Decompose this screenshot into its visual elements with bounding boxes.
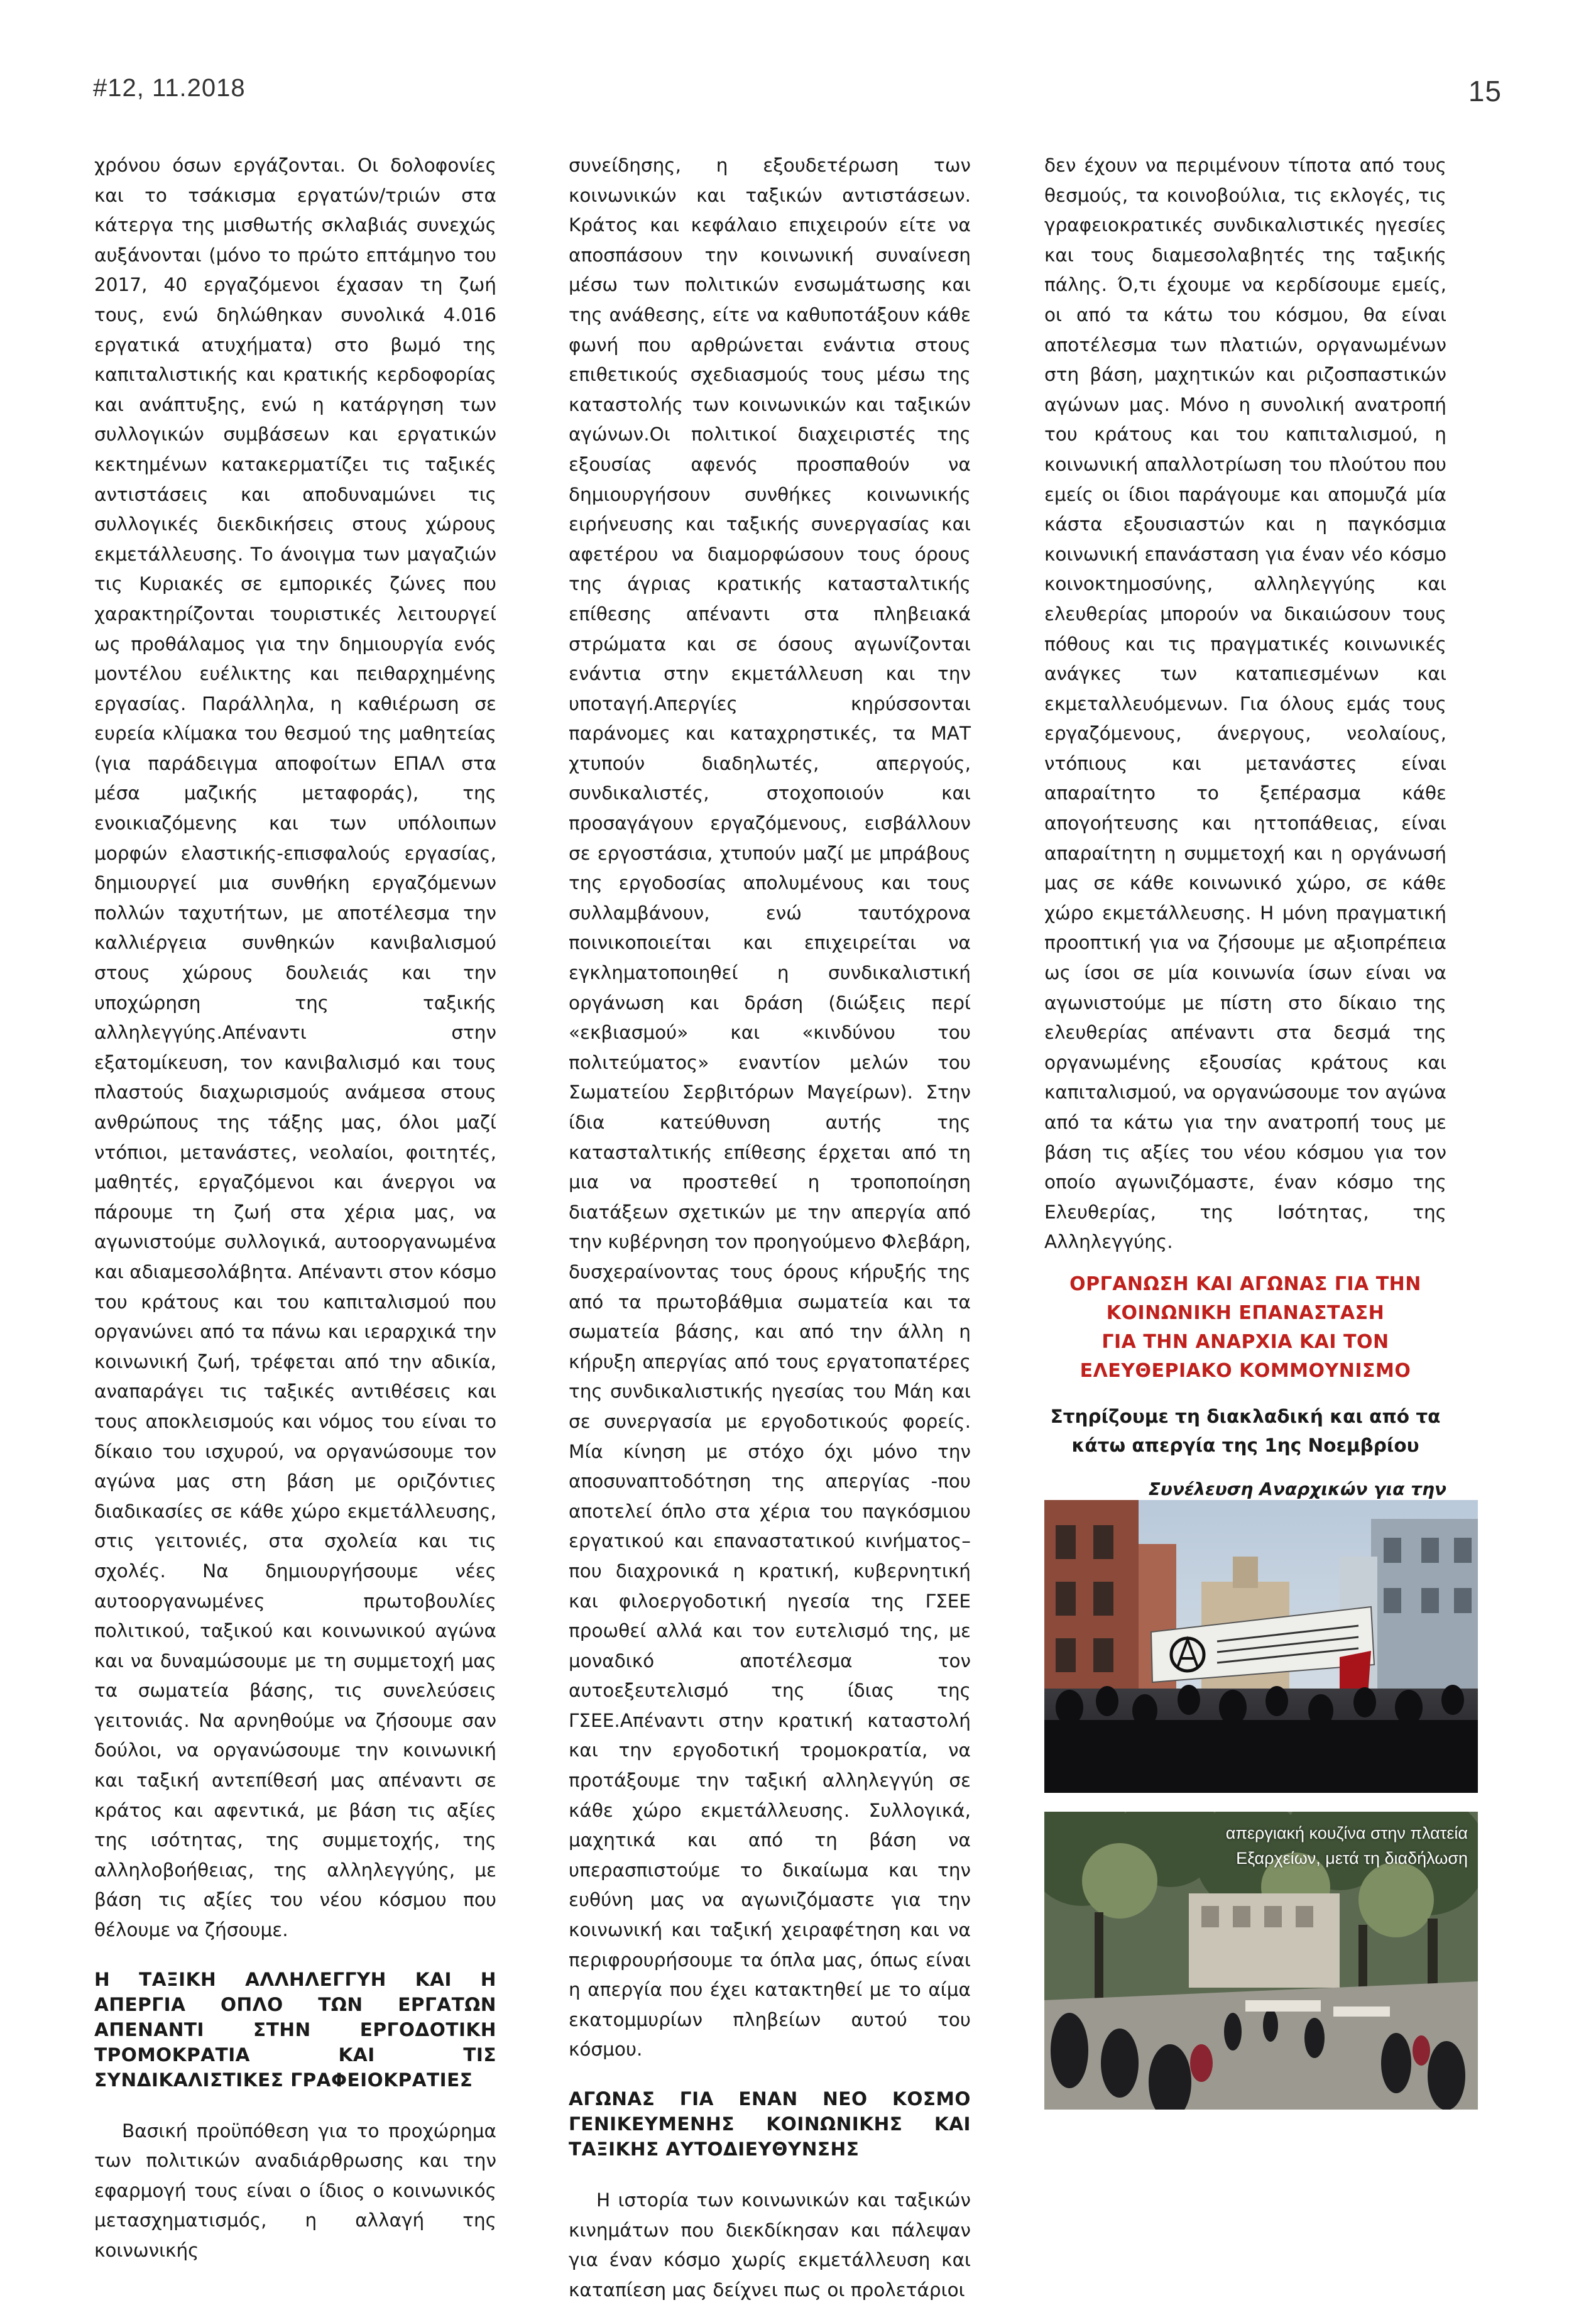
column-2 (569, 151, 971, 2305)
col2-paragraph-2: Η ιστορία των κοινωνικών και ταξικών κινημάτων που διεκδίκησαν και πάλεψαν για έναν κόσμο χωρίς εκμετάλλευση και καταπίεση μας δείχνει πως οι προλετάριοι (569, 2189, 971, 2301)
protest-march-illustration (1044, 1500, 1478, 1793)
column-3 (1044, 151, 1446, 1562)
col1-paragraph-2: Βασική προϋπόθεση για το προχώρημα των πολιτικών αναδιάρθρωσης και την εφαρμογή τους είναι ο ίδιος ο κοινωνικός μετασχηματισμός, η αλλαγή της κοινωνικής (94, 2120, 496, 2261)
support-line: Στηρίζουμε τη διακλαδική και από τα (1050, 1405, 1441, 1427)
slogan-line: ΕΛΕΥΘΕΡΙΑΚΟ ΚΟΜΜΟΥΝΙΣΜΟ (1079, 1359, 1411, 1382)
photo-caption (1226, 1820, 1468, 1871)
col2-section-heading: ΑΓΩΝΑΣ ΓΙΑ ΕΝΑΝ ΝΕΟ ΚΟΣΜΟ ΓΕΝΙΚΕΥΜΕΝΗΣ ΚΟΙΝΩΝΙΚΗΣ ΚΑΙ ΤΑΞΙΚΗΣ ΑΥΤΟΔΙΕΥΘΥΝΣΗΣ (569, 2088, 971, 2160)
slogan-line: ΓΙΑ ΤΗΝ ΑΝΑΡΧΙΑ ΚΑΙ ΤΟΝ (1101, 1330, 1389, 1353)
caption-line: απεργιακή κουζίνα στην πλατεία (1225, 1824, 1468, 1842)
col2-paragraph-1: συνείδησης, η εξουδετέρωση των κοινωνικών και ταξικών αντιστάσεων. Κράτος και κεφάλαιο επιχειρούν είτε να αποσπάσουν την κοινωνική συναίνεση μέσω των πολιτικών ενσωμάτωσης και της ανάθεσης, είτε να καθυποτάξουν κάθε φωνή που αρθρώνεται ενάντια στους επιθετικούς σχεδιασμούς τους μέσω της καταστολής των κοινωνικών και ταξικών αγώνων.Οι πολιτικοί διαχειριστές της εξουσίας αφενός προσπαθούν να δημιουργήσουν συνθήκες κοινωνικής ειρήνευσης και ταξικής συνεργασίας και αφετέρου να διαμορφώσουν τους όρους της άγριας κρατικής κατασταλτικής επίθεσης απέναντι στα πληβειακά στρώματα και σε όσους αγωνίζονται ενάντια στην εκμετάλλευση και την υποταγή.Απεργίες κηρύσσονται παράνομες και καταχρηστικές, τα ΜΑΤ χτυπούν διαδηλωτές, απεργούς, συνδικαλιστές, στοχοποιούν και προσαγάγουν εργαζόμενους, εισβάλλουν σε εργοστάσια, χτυπούν μαζί με μπράβους της εργοδοσίας απολυμένους και τους συλλαμβάνουν, ενώ ταυτόχρονα ποινικοποιείται και επιχειρείται να εγκληματοποιηθεί η συνδικαλιστική οργάνωση και δράση (διώξεις περί «εκβιασμού» και «κινδύνου του πολιτεύματος» εναντίον μελών του Σωματείου Σερβιτόρων Μαγείρων). Στην ίδια κατεύθυνση αυτής της κατασταλτικής επίθεσης έρχεται από τη μια να προστεθεί η τροποποίηση διατάξεων σχετικών με την απεργία από την κυβέρνηση τον προηγούμενο Φλεβάρη, δυσχεραίνοντας τους όρους κήρυξής της από τα πρωτοβάθμια σωματεία και τα σωματεία βάσης, και από την άλλη η κήρυξη απεργίας από τους εργατοπατέρες της συνδικαλιστικής ηγεσίας του Μάη και σε συνεργασία με εργοδοτικούς φορείς. Μία κίνηση με στόχο όχι μόνο την αποσυναπτοδότηση της απεργίας -που αποτελεί όπλο στα χέρια του παγκόσμιου εργατικού και επαναστατικού κινήματος– που διαχρονικά η κρατική, κυβερνητική και φιλοεργοδοτική ηγεσία της ΓΣΕΕ προωθεί αλλά και τον ευτελισμό της, με μοναδικό αποτέλεσμα τον αυτοεξευτελισμό της ίδιας της ΓΣΕΕ.Απέναντι στην κρατική καταστολή και την εργοδοτική τρομοκρατία, να προτάξουμε την ταξική αλληλεγγύη σε κάθε χώρο εκμετάλλευσης. Συλλογικά, μαχητικά και από τη βάση να υπερασπιστούμε το δικαίωμα και την ευθύνη μας να αγωνιζόμαστε για την κοινωνική και ταξική χειραφέτηση και να περιφρουρήσουμε τα όπλα μας, όπως είναι η απεργία που έχει κατακτηθεί με το αίμα εκατομμυρίων πληβείων αυτού του κόσμου. (569, 155, 971, 2061)
column-1 (94, 151, 496, 2266)
slogan-line: ΚΟΙΝΩΝΙΚΗ ΕΠΑΝΑΣΤΑΣΗ (1106, 1301, 1385, 1324)
col1-section-heading: Η ΤΑΞΙΚΗ ΑΛΛΗΛΕΓΓΥΗ ΚΑΙ Η ΑΠΕΡΓΙΑ ΟΠΛΟ ΤΩΝ ΕΡΓΑΤΩΝ ΑΠΕΝΑΝΤΙ ΣΤΗΝ ΕΡΓΟΔΟΤΙΚΗ ΤΡΟΜΟΚΡΑΤΙΑ ΚΑΙ ΤΙΣ ΣΥΝΔΙΚΑΛΙΣΤΙΚΕΣ ΓΡΑΦΕΙΟΚΡΑΤΙΕΣ (94, 1968, 496, 2091)
signature-line: Συνέλευση Αναρχικών για την (1148, 1478, 1446, 1499)
strike-kitchen-photo (1044, 1812, 1478, 2110)
protest-march-photo (1044, 1500, 1478, 1793)
page-number: 15 (1468, 75, 1502, 107)
slogan-line: ΟΡΓΑΝΩΣΗ ΚΑΙ ΑΓΩΝΑΣ ΓΙΑ ΤΗΝ (1069, 1273, 1421, 1295)
col1-paragraph-1: χρόνου όσων εργάζονται. Οι δολοφονίες και το τσάκισμα εργατών/τριών στα κάτεργα της μισθωτής σκλαβιάς συνεχώς αυξάνονται (μόνο το πρώτο επτάμηνο του 2017, 40 εργαζόμενοι έχασαν τη ζωή τους, ενώ δηλώθηκαν συνολικά 4.016 εργατικά ατυχήματα) στο βωμό της καπιταλιστικής και κρατικής κερδοφορίας και ανάπτυξης, ενώ η κατάργηση των συλλογικών συμβάσεων και εργατικών κεκτημένων κατακερματίζει τις ταξικές αντιστάσεις και αποδυναμώνει τις συλλογικές διεκδικήσεις στους χώρους εκμετάλλευσης. Το άνοιγμα των μαγαζιών τις Κυριακές σε εμπορικές ζώνες που χαρακτηρίζονται τουριστικές λειτουργεί ως προθάλαμος για την δημιουργία ενός μοντέλου ευέλικτης και πειθαρχημένης εργασίας. Παράλληλα, η καθιέρωση σε ευρεία κλίμακα του θεσμού της μαθητείας (για παράδειγμα αποφοίτων ΕΠΑΛ στα μέσα μαζικής μεταφοράς), της ενοικιαζόμενης και των υπόλοιπων μορφών ελαστικής-επισφαλούς εργασίας, δημιουργεί μια συνθήκη εργαζόμενων πολλών ταχυτήτων, με αποτέλεσμα την καλλιέργεια συνθηκών κανιβαλισμού στους χώρους δουλειάς και την υποχώρηση της ταξικής αλληλεγγύης.Απέναντι στην εξατομίκευση, τον κανιβαλισμό και τους πλαστούς διαχωρισμούς ανάμεσα στους ανθρώπους της τάξης μας, όλοι μαζί ντόπιοι, μετανάστες, νεολαίοι, φοιτητές, μαθητές, εργαζόμενοι και άνεργοι να πάρουμε τη ζωή στα χέρια μας, να αγωνιστούμε συλλογικά, αυτοοργανωμένα και αδιαμεσολάβητα. Απέναντι στον κόσμο του κράτους και του καπιταλισμού που οργανώνει από τα πάνω και ιεραρχικά την κοινωνική ζωή, τρέφεται από την αδικία, αναπαράγει τις ταξικές αντιθέσεις και τους αποκλεισμούς και νόμος του είναι το δίκαιο του ισχυρού, να οργανώσουμε τον αγώνα μας στη βάση με οριζόντιες διαδικασίες σε κάθε χώρο εκμετάλλευσης, στις γειτονιές, στα σχολεία και τις σχολές. Να δημιουργήσουμε νέες αυτοοργανωμένες πρωτοβουλίες πολιτικού, ταξικού και κοινωνικού αγώνα και να δυναμώσουμε με τη συμμετοχή μας τα σωματεία βάσης, τις συνελεύσεις γειτονιάς. Να αρνηθούμε να ζήσουμε σαν δούλοι, να οργανώσουμε την κοινωνική και ταξική αντεπίθεσή μας απέναντι σε κράτος και αφεντικά, με βάση τις αξίες της ισότητας, της συμμετοχής, της αλληλοβοήθειας, της αλληλεγγύης, με βάση τις αξίες του νέου κόσμου που θέλουμε να ζήσουμε. (94, 155, 496, 1941)
closing-slogan (1044, 1270, 1446, 1386)
support-line: κάτω απεργία της 1ης Νοεμβρίου (1071, 1434, 1419, 1456)
issue-label: #12, 11.2018 (93, 74, 246, 102)
caption-line: Εξαρχείων, μετά τη διαδήλωση (1236, 1849, 1468, 1868)
col3-paragraph-1: δεν έχουν να περιμένουν τίποτα από τους θεσμούς, τα κοινοβούλια, τις εκλογές, τις γραφειοκρατικές συνδικαλιστικές ηγεσίες και τους διαμεσολαβητές της ταξικής πάλης. Ό,τι έχουμε να κερδίσουμε εμείς, οι από τα κάτω του κόσμου, θα είναι αποτέλεσμα των πλατιών, οργανωμένων στη βάση, μαχητικών και ριζοσπαστικών αγώνων μας. Μόνο η συνολική ανατροπή του κράτους και του καπιταλισμού, η κοινωνική απαλλοτρίωση του πλούτου που εμείς οι ίδιοι παράγουμε και απομυζά μία κάστα εξουσιαστών και η παγκόσμια κοινωνική επανάσταση για έναν νέο κόσμο κοινοκτημοσύνης, αλληλεγγύης και ελευθερίας μπορούν να δικαιώσουν τους πόθους και τις πραγματικές κοινωνικές ανάγκες των καταπιεσμένων και εκμεταλλευόμενων. Για όλους εμάς τους εργαζόμενους, άνεργους, νεολαίους, ντόπιους και μετανάστες είναι απαραίτητο το ξεπέρασμα κάθε απογοήτευσης και ηττοπάθειας, είναι απαραίτητη η συμμετοχή και η οργάνωσή μας σε κάθε κοινωνικό χώρο, σε κάθε χώρο εκμετάλλευσης. Η μόνη πραγματική προοπτική για να ζήσουμε με αξιοπρέπεια ως ίσοι σε μία κοινωνία ίσων είναι να αγωνιστούμε με πίστη στο δίκαιο της ελευθερίας απέναντι στα δεσμά της οργανωμένης εξουσίας κράτους και καπιταλισμού, να οργανώσουμε τον αγώνα από τα κάτω για την ανατροπή τους με βάση τις αξίες του νέου κόσμου για τον οποίο αγωνιζόμαστε, έναν κόσμο της Ελευθερίας, της Ισότητας, της Αλληλεγγύης. (1044, 155, 1446, 1253)
strike-support-statement (1044, 1402, 1446, 1460)
